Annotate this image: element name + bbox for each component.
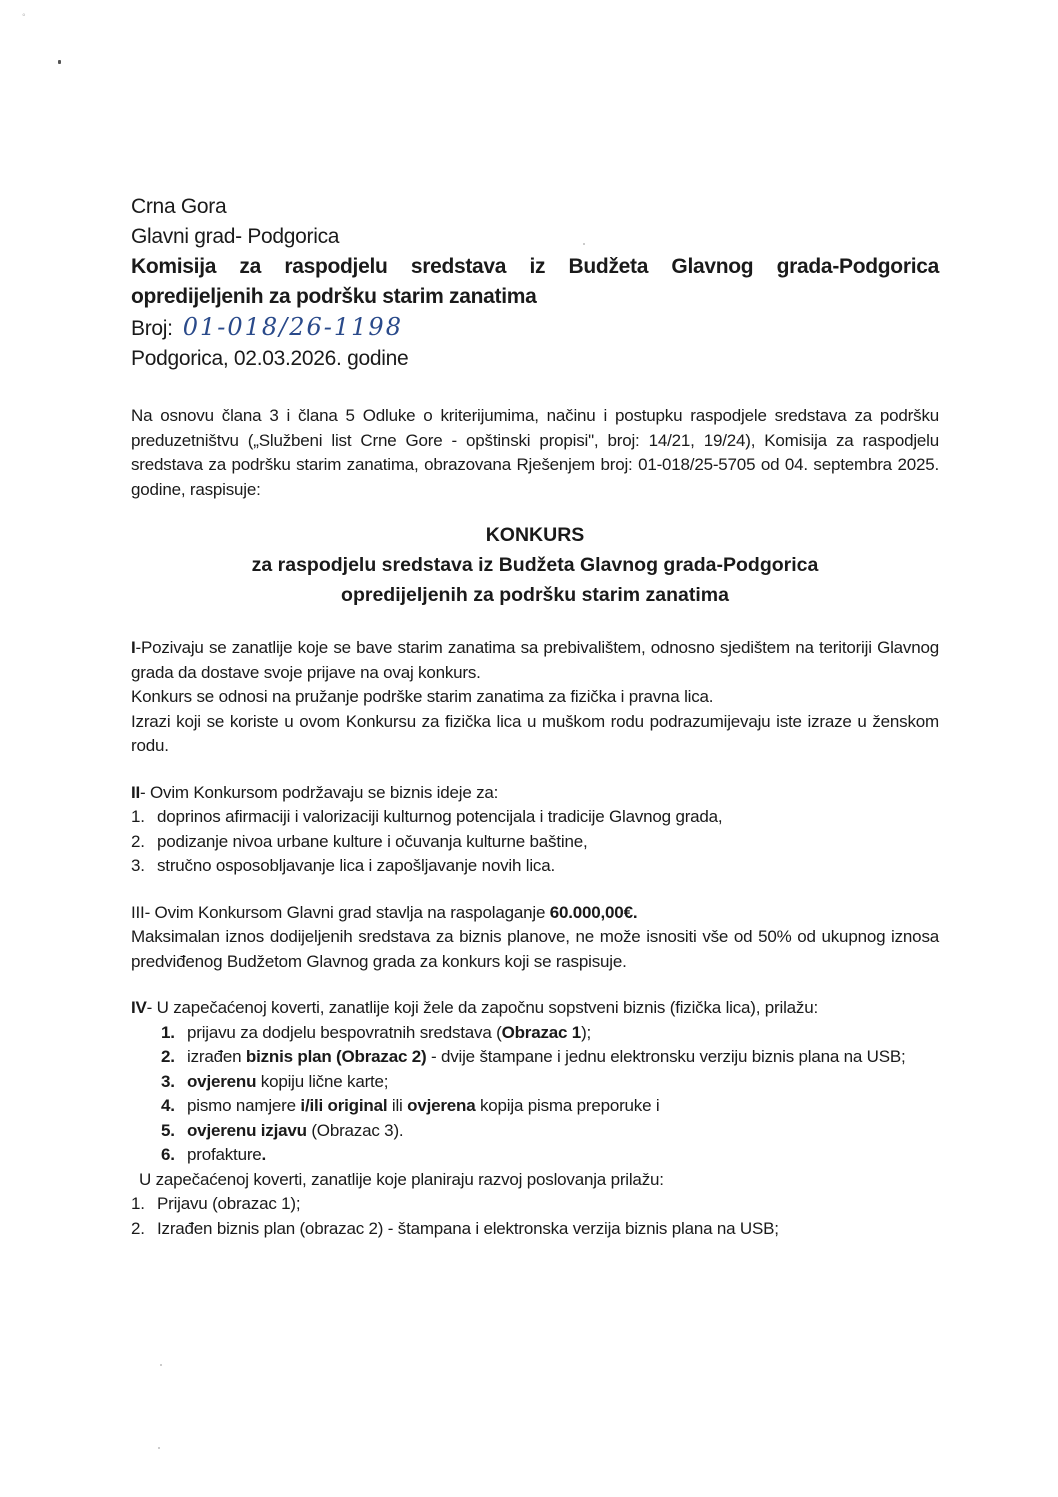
konkurs-title: [131, 520, 939, 610]
title-subtitle-2: opredijeljenih za podršku starim zanatima: [341, 584, 729, 606]
scan-artifact-dot: [160, 1364, 162, 1366]
handwritten-reference-number: 01-018/26-1198: [182, 313, 403, 341]
reference-number-label: Broj:: [131, 317, 173, 340]
section-3-intro-text: - Ovim Konkursom Glavni grad stavlja na raspolaganje: [144, 902, 550, 922]
section-2-label: II: [131, 782, 141, 802]
list-item: [131, 1192, 939, 1217]
text-bold-part: ovjerena: [407, 1096, 476, 1115]
list-text: podizanje nivoa urbane kulture i očuvanja kulturne baštine,: [157, 831, 588, 851]
section-4-intro-text: - U zapečaćenoj koverti, zanatlije koji žele da započnu sopstveni biznis (fizička lica), prilažu:: [146, 998, 818, 1017]
list-number: 2.: [131, 1218, 145, 1238]
section-4-list: [131, 1021, 939, 1168]
list-item: [131, 1217, 939, 1242]
section-2-intro-text: - Ovim Konkursom podržavaju se biznis ideje za:: [140, 782, 499, 802]
text-part: prijavu za dodjelu bespovratnih sredstava (: [187, 1022, 502, 1042]
list-number: 4.: [161, 1096, 175, 1115]
text-part: );: [581, 1022, 592, 1042]
list-item: [131, 854, 939, 879]
list-text: doprinos afirmaciji i valorizaciji kulturnog potencijala i tradicije Glavnog grada,: [157, 807, 723, 826]
section-4-label: IV: [131, 998, 147, 1017]
section-4: [131, 996, 939, 1241]
commission-name-line1: Komisija za raspodjelu sredstava iz Budžeta Glavnog grada-Podgorica: [131, 255, 939, 278]
list-item: [131, 1021, 939, 1046]
list-number: 3.: [161, 1071, 175, 1091]
title-subtitle-1: za raspodjelu sredstava iz Budžeta Glavnog grada-Podgorica: [251, 554, 819, 576]
text-part: (Obrazac 3).: [306, 1120, 404, 1140]
list-text: [187, 1021, 939, 1046]
section-4-intro: [131, 996, 939, 1021]
section-1-paragraph-1: [131, 636, 939, 685]
date-line: Podgorica, 02.03.2026. godine: [131, 347, 409, 370]
scan-artifact-dot: [158, 1447, 160, 1449]
list-number: 2.: [131, 831, 145, 851]
title-main: KONKURS: [485, 524, 585, 546]
text-part: kopija pisma preporuke i: [475, 1096, 660, 1115]
list-item: [131, 1045, 939, 1070]
text-bold-part: .: [261, 1145, 267, 1164]
section-3-intro: [131, 901, 939, 926]
section-1: [131, 636, 939, 759]
list-text: [187, 1070, 939, 1095]
section-1-paragraph-2: Konkurs se odnosi na pružanje podrške starim zanatima za fizička i pravna lica.: [131, 687, 714, 706]
list-number: 5.: [161, 1120, 175, 1140]
list-text: Izrađen biznis plan (obrazac 2) - štampana i elektronska verzija biznis plana na USB;: [157, 1218, 779, 1238]
section-1-text: -Pozivaju se zanatlije koje se bave starim zanatima sa prebivalištem, odnosno sjedištem na teritoriji Glavnog grada da dostave svoje prijave na ovaj konkurs.: [131, 638, 939, 682]
list-text: [187, 1045, 939, 1070]
list-text: stručno osposobljavanje lica i zapošljavanje novih lica.: [157, 856, 555, 875]
text-bold-part: i/ili original: [300, 1096, 388, 1115]
section-3-label: III: [131, 902, 145, 922]
scan-artifact-mark: °: [22, 12, 26, 22]
list-number: 1.: [131, 1194, 145, 1213]
list-text: [187, 1143, 939, 1168]
section-1-label: I: [131, 638, 136, 657]
list-item: [131, 805, 939, 830]
section-4-sub-list: [131, 1192, 939, 1241]
text-part: ili: [387, 1096, 408, 1115]
section-4-sub-intro: U zapečaćenoj koverti, zanatlije koje planiraju razvoj poslovanja prilažu:: [139, 1169, 664, 1189]
list-number: 3.: [131, 856, 145, 875]
reference-number: [131, 312, 939, 344]
list-item: [131, 830, 939, 855]
text-part: kopiju lične karte;: [256, 1071, 389, 1091]
list-item: [131, 1070, 939, 1095]
section-3-paragraph-2: Maksimalan iznos dodijeljenih sredstava za biznis planove, ne može isnositi vše od 50% od ukupnog iznosa predviđenog Budžetom Glavnog grada za konkurs koji se raspisuje.: [131, 927, 939, 971]
list-number: 1.: [131, 807, 145, 826]
list-text: [187, 1094, 939, 1119]
section-2-list: [131, 805, 939, 879]
text-bold-part: biznis plan (Obrazac 2): [245, 1047, 427, 1066]
text-bold-part: ovjerenu: [187, 1071, 257, 1091]
section-2: [131, 781, 939, 879]
section-3: [131, 901, 939, 975]
intro-paragraph: Na osnovu člana 3 i člana 5 Odluke o kriterijumima, načinu i postupku raspodjele sredstava za podršku preduzetništvu („Službeni list Crne Gore - opštinski propisi", broj: 14/21, 19/24), Komisija za raspodjelu sredstava za podršku starim zanatima, obrazovana Rješenjem broj: 01-018/25-5705 od 04. septembra 2025. godine, raspisuje:: [131, 406, 939, 499]
letterhead: [131, 192, 939, 374]
section-1-paragraph-3: Izrazi koji se koriste u ovom Konkursu za fizička lica u muškom rodu podrazumijevaju iste izraze u ženskom rodu.: [131, 711, 939, 755]
list-number: 6.: [161, 1145, 175, 1164]
text-part: izrađen: [187, 1047, 246, 1066]
list-text: [187, 1119, 939, 1144]
list-item: [131, 1094, 939, 1119]
list-text: Prijavu (obrazac 1);: [157, 1194, 301, 1213]
document-body: [131, 192, 939, 1241]
funding-amount: 60.000,00€.: [549, 902, 638, 922]
commission-name-line2: opredijeljenih za podršku starim zanatima: [131, 285, 537, 308]
text-part: pismo namjere: [187, 1096, 301, 1115]
city-name: Glavni grad- Podgorica: [131, 225, 340, 248]
text-bold-part: Obrazac 1: [501, 1022, 582, 1042]
country-name: Crna Gora: [131, 195, 227, 218]
text-bold-part: ovjerenu izjavu: [187, 1120, 307, 1140]
section-2-intro: [131, 781, 939, 806]
list-item: [131, 1143, 939, 1168]
list-item: [131, 1119, 939, 1144]
list-number: 1.: [161, 1022, 175, 1042]
scan-artifact-dot: [58, 60, 61, 64]
list-number: 2.: [161, 1047, 175, 1066]
text-part: - dvije štampane i jednu elektronsku verziju biznis plana na USB;: [426, 1047, 906, 1066]
text-part: profakture: [187, 1145, 262, 1164]
